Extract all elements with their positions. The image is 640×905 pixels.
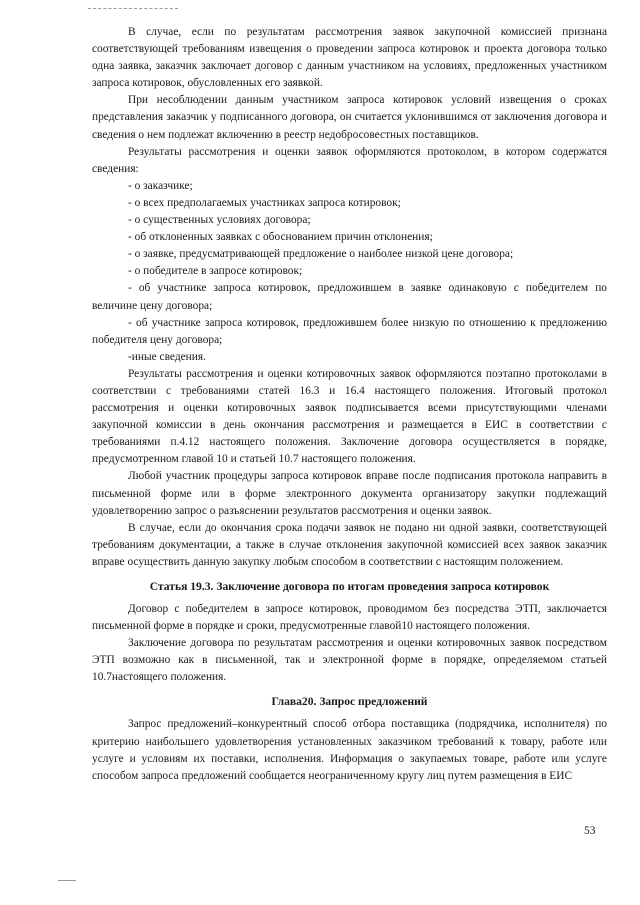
paragraph: В случае, если до окончания срока подачи заявок не подано ни одной заявки, соответствующей требованиям документации, а также в случае отклонения закупочной комиссией всех заявок заказчик вправе осуществить данную закупку любым способом в соответствии с настоящим положением. bbox=[92, 521, 607, 568]
list-item: - об участнике запроса котировок, предложившем более низкую по отношению к предложению победителя цену договора; bbox=[92, 316, 607, 346]
paragraph: Результаты рассмотрения и оценки заявок оформляются протоколом, в котором содержатся сведения: bbox=[92, 145, 607, 175]
paragraph: При несоблюдении данным участником запроса котировок условий извещения о сроках представления заказчик у подписанного договора, он считается уклонившимся от заключения договора и сведения о нем подлежат включению в реестр недобросовестных поставщиков. bbox=[92, 94, 607, 141]
list-item: - о существенных условиях договора; bbox=[128, 214, 311, 227]
document-body bbox=[92, 24, 607, 785]
list-item: - о заказчике; bbox=[128, 179, 193, 192]
paragraph: Запрос предложений–конкурентный способ отбора поставщика (подрядчика, исполнителя) по критерию наибольшего удовлетворения установленных заказчиком требований к товару, работе или услуге и условиям их поставки, исполнения. Информация о закупаемых товаре, работе или услуге способом запроса предложений сообщается неограниченному кругу лиц путем размещения в ЕИС bbox=[92, 718, 607, 782]
list-item: - об участнике запроса котировок, предложившем в заявке одинаковую с победителем по величине цену договора; bbox=[92, 282, 607, 312]
list-item: - об отклоненных заявках с обоснованием причин отклонения; bbox=[128, 231, 433, 244]
section-heading: Статья 19.3. Заключение договора по итогам проведения запроса котировок bbox=[149, 580, 550, 593]
list-item: - о заявке, предусматривающей предложение о наиболее низкой цене договора; bbox=[128, 248, 514, 261]
list-item: -иные сведения. bbox=[128, 350, 206, 363]
list-item: - о всех предполагаемых участниках запроса котировок; bbox=[128, 196, 401, 209]
paragraph: Договор с победителем в запросе котировок, проводимом без посредства ЭТП, заключается письменной форме в порядке и сроки, предусмотренные главой10 настоящего положения. bbox=[92, 603, 607, 633]
scan-artifact-bottom bbox=[58, 880, 76, 881]
paragraph: Заключение договора по результатам рассмотрения и оценки котировочных заявок посредством ЭТП возможно как в письменной, так и электронной форме в порядке, определяемом статьей 10.7настоящего положения. bbox=[92, 637, 607, 684]
scan-artifact-top bbox=[88, 8, 178, 9]
paragraph: В случае, если по результатам рассмотрения заявок закупочной комиссией признана соответствующей требованиям извещения о проведении запроса котировок и проекта договора только одна заявка, заказчик заключает договор с данным участником на условиях, предложенных участником запроса котировок, обусловленных его заявкой. bbox=[92, 26, 607, 90]
page-number: 53 bbox=[584, 825, 596, 837]
paragraph: Любой участник процедуры запроса котировок вправе после подписания протокола направить в письменной форме или в форме электронного документа организатору закупки подлежащий удовлетворению запрос о разъяснении результатов рассмотрения и оценки заявок. bbox=[92, 470, 607, 517]
list-item: - о победителе в запросе котировок; bbox=[128, 265, 303, 278]
section-heading: Глава20. Запрос предложений bbox=[271, 695, 428, 709]
paragraph: Результаты рассмотрения и оценки котировочных заявок оформляются поэтапно протоколами в соответствии с требованиями статей 16.3 и 16.4 настоящего положения. Итоговый протокол рассмотрения и оценки котировочных заявок подписывается всеми присутствующими членами закупочной комиссии в день окончания рассмотрения и размещается в ЕИС в соответствии с требованиями п.4.12 настоящего положения. Заключение договора осуществляется в порядке, предусмотренном главой 10 и статьей 10.7 настоящего положения. bbox=[92, 367, 607, 466]
